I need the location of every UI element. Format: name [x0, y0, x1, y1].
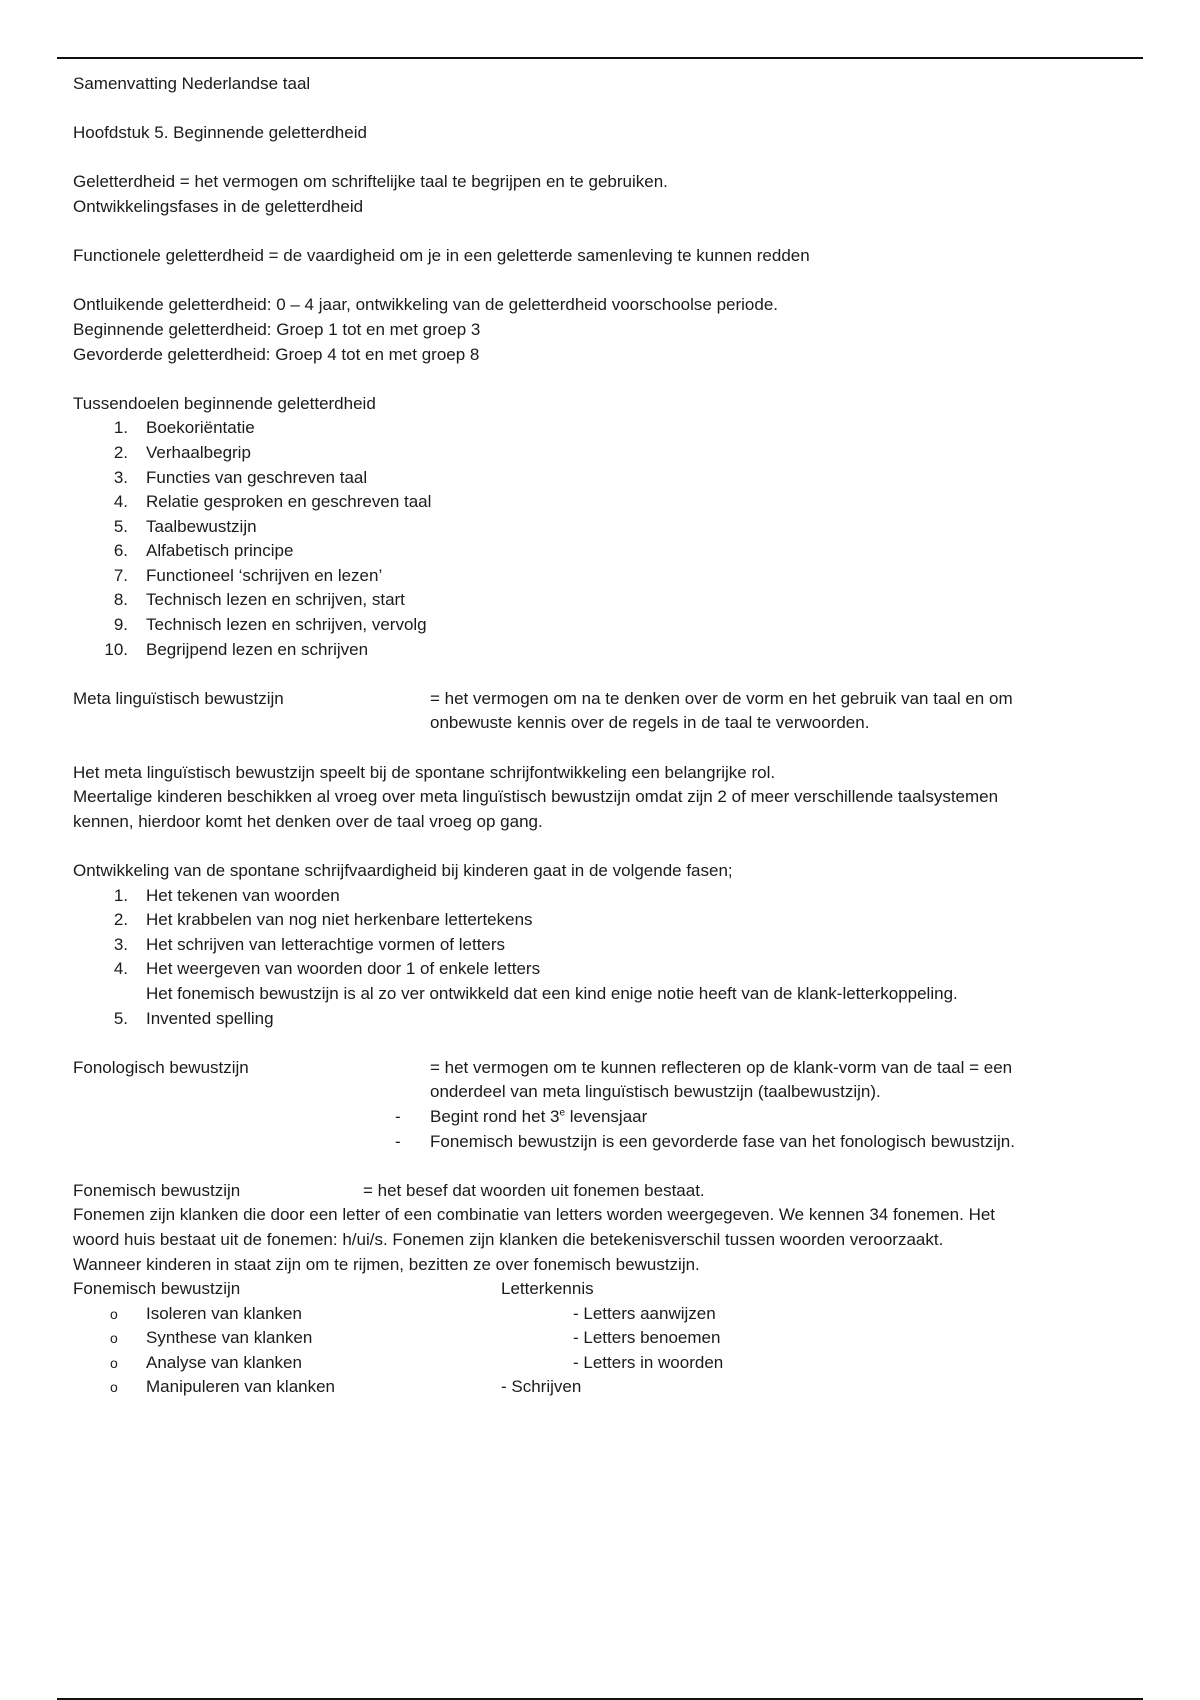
phonemic-paragraph-line: woord huis bestaat uit de fonemen: h/ui/s. Fonemen zijn klanken die betekenisverschil tussen woorden veroorzaakt. [73, 1229, 944, 1249]
literacy-definition: Geletterdheid = het vermogen om schriftelijke taal te begrijpen en te gebruiken. [73, 172, 668, 192]
stage-beginning: Beginnende geletterdheid: Groep 1 tot en met groep 3 [73, 319, 481, 339]
phonemic-definition: Fonemisch bewustzijn = het besef dat woorden uit fonemen bestaat. [73, 1179, 1103, 1204]
phonological-term: Fonologisch bewustzijn [73, 1057, 249, 1077]
letterknowledge-column-heading: Letterkennis [501, 1279, 594, 1299]
phonological-definition: Fonologisch bewustzijn = het vermogen om te kunnen reflecteren op de klank-vorm van de taal = een onderdeel van meta linguïstisch bewustzijn (taalbewustzijn). [73, 1057, 1013, 1102]
list-item: o Synthese van klanken - Letters benoemen [73, 1326, 1103, 1351]
list-item: 4. Relatie gesproken en geschreven taal [113, 492, 432, 512]
meta-definition: Meta linguïstisch bewustzijn = het vermogen om na te denken over de vorm en het gebruik van taal en om onbewuste kennis over de regels in de taal te verwoorden. [73, 688, 1013, 733]
phonemic-paragraph-line: Wanneer kinderen in staat zijn om te rijmen, bezitten ze over fonemisch bewustzijn. [73, 1254, 700, 1274]
circle-bullet-icon: o [110, 1330, 118, 1347]
top-rule [57, 57, 1143, 59]
list-item: 7. Functioneel ‘schrijven en lezen’ [113, 565, 383, 585]
functional-literacy: Functionele geletterdheid = de vaardigheid om je in een geletterde samenleving te kunnen redden [73, 246, 810, 266]
list-item: o Isoleren van klanken - Letters aanwijzen [73, 1302, 1103, 1327]
list-item: 8. Technisch lezen en schrijven, start [113, 590, 405, 610]
phonological-bullet: - Fonemisch bewustzijn is een gevorderde fase van het fonologisch bewustzijn. [73, 1130, 1103, 1155]
list-item: 1. Boekoriëntatie [113, 418, 255, 438]
list-item: 1. Het tekenen van woorden [113, 885, 340, 905]
meta-term: Meta linguïstisch bewustzijn [73, 688, 284, 708]
stage-advanced: Gevorderde geletterdheid: Groep 4 tot en met groep 8 [73, 344, 480, 364]
list-item: o Manipuleren van klanken - Schrijven [73, 1375, 1103, 1400]
list-item: 10. Begrijpend lezen en schrijven [104, 639, 369, 659]
meta-paragraph-line: Het meta linguïstisch bewustzijn speelt bij de spontane schrijfontwikkeling een belangrijke rol. [73, 762, 776, 782]
goals-list [73, 416, 1103, 662]
dash-bullet-icon: - [395, 1131, 401, 1151]
stage-emergent: Ontluikende geletterdheid: 0 – 4 jaar, ontwikkeling van de geletterdheid voorschoolse periode. [73, 295, 779, 315]
list-item: 6. Alfabetisch principe [113, 541, 294, 561]
list-item: 2. Het krabbelen van nog niet herkenbare lettertekens [113, 910, 533, 930]
two-column-headings [73, 1277, 1103, 1302]
list-item: 5. Invented spelling [113, 1008, 274, 1028]
writing-heading: Ontwikkeling van de spontane schrijfvaardigheid bij kinderen gaat in de volgende fasen; [73, 861, 733, 880]
list-item-note: Het fonemisch bewustzijn is al zo ver ontwikkeld dat een kind enige notie heeft van de klank-letterkoppeling. [146, 983, 958, 1003]
meta-paragraph-line: kennen, hierdoor komt het denken over de taal vroeg op gang. [73, 811, 543, 831]
meta-paragraph-line: Meertalige kinderen beschikken al vroeg over meta linguïstisch bewustzijn omdat zijn 2 of meer verschillende taalsystemen [73, 787, 999, 807]
phonological-bullet: - Begint rond het 3e levensjaar [73, 1105, 1103, 1130]
phases-heading: Ontwikkelingsfases in de geletterdheid [73, 196, 364, 216]
writing-phases-list [73, 884, 1103, 1032]
circle-bullet-icon: o [110, 1354, 118, 1371]
circle-bullet-icon: o [110, 1305, 118, 1322]
phonemic-paragraph-line: Fonemen zijn klanken die door een letter of een combinatie van letters worden weergegeven. We kennen 34 fonemen. Het [73, 1205, 996, 1225]
document-title: Samenvatting Nederlandse taal [73, 74, 311, 93]
circle-bullet-icon: o [110, 1379, 118, 1396]
list-item: o Analyse van klanken - Letters in woorden [73, 1351, 1103, 1376]
list-item: 3. Functies van geschreven taal [113, 467, 368, 487]
chapter-heading: Hoofdstuk 5. Beginnende geletterdheid [73, 123, 367, 143]
phonemic-term: Fonemisch bewustzijn [73, 1180, 241, 1200]
dash-bullet-icon: - [395, 1106, 401, 1126]
document-page [73, 72, 1103, 1400]
list-item: 3. Het schrijven van letterachtige vormen of letters [113, 934, 506, 954]
phonemic-column-heading: Fonemisch bewustzijn [73, 1279, 241, 1299]
list-item: 5. Taalbewustzijn [113, 516, 257, 536]
goals-heading: Tussendoelen beginnende geletterdheid [73, 393, 376, 413]
list-item: 4. Het weergeven van woorden door 1 of enkele letters [113, 959, 541, 979]
list-item: 2. Verhaalbegrip [113, 442, 251, 462]
list-item: 9. Technisch lezen en schrijven, vervolg [113, 615, 427, 635]
